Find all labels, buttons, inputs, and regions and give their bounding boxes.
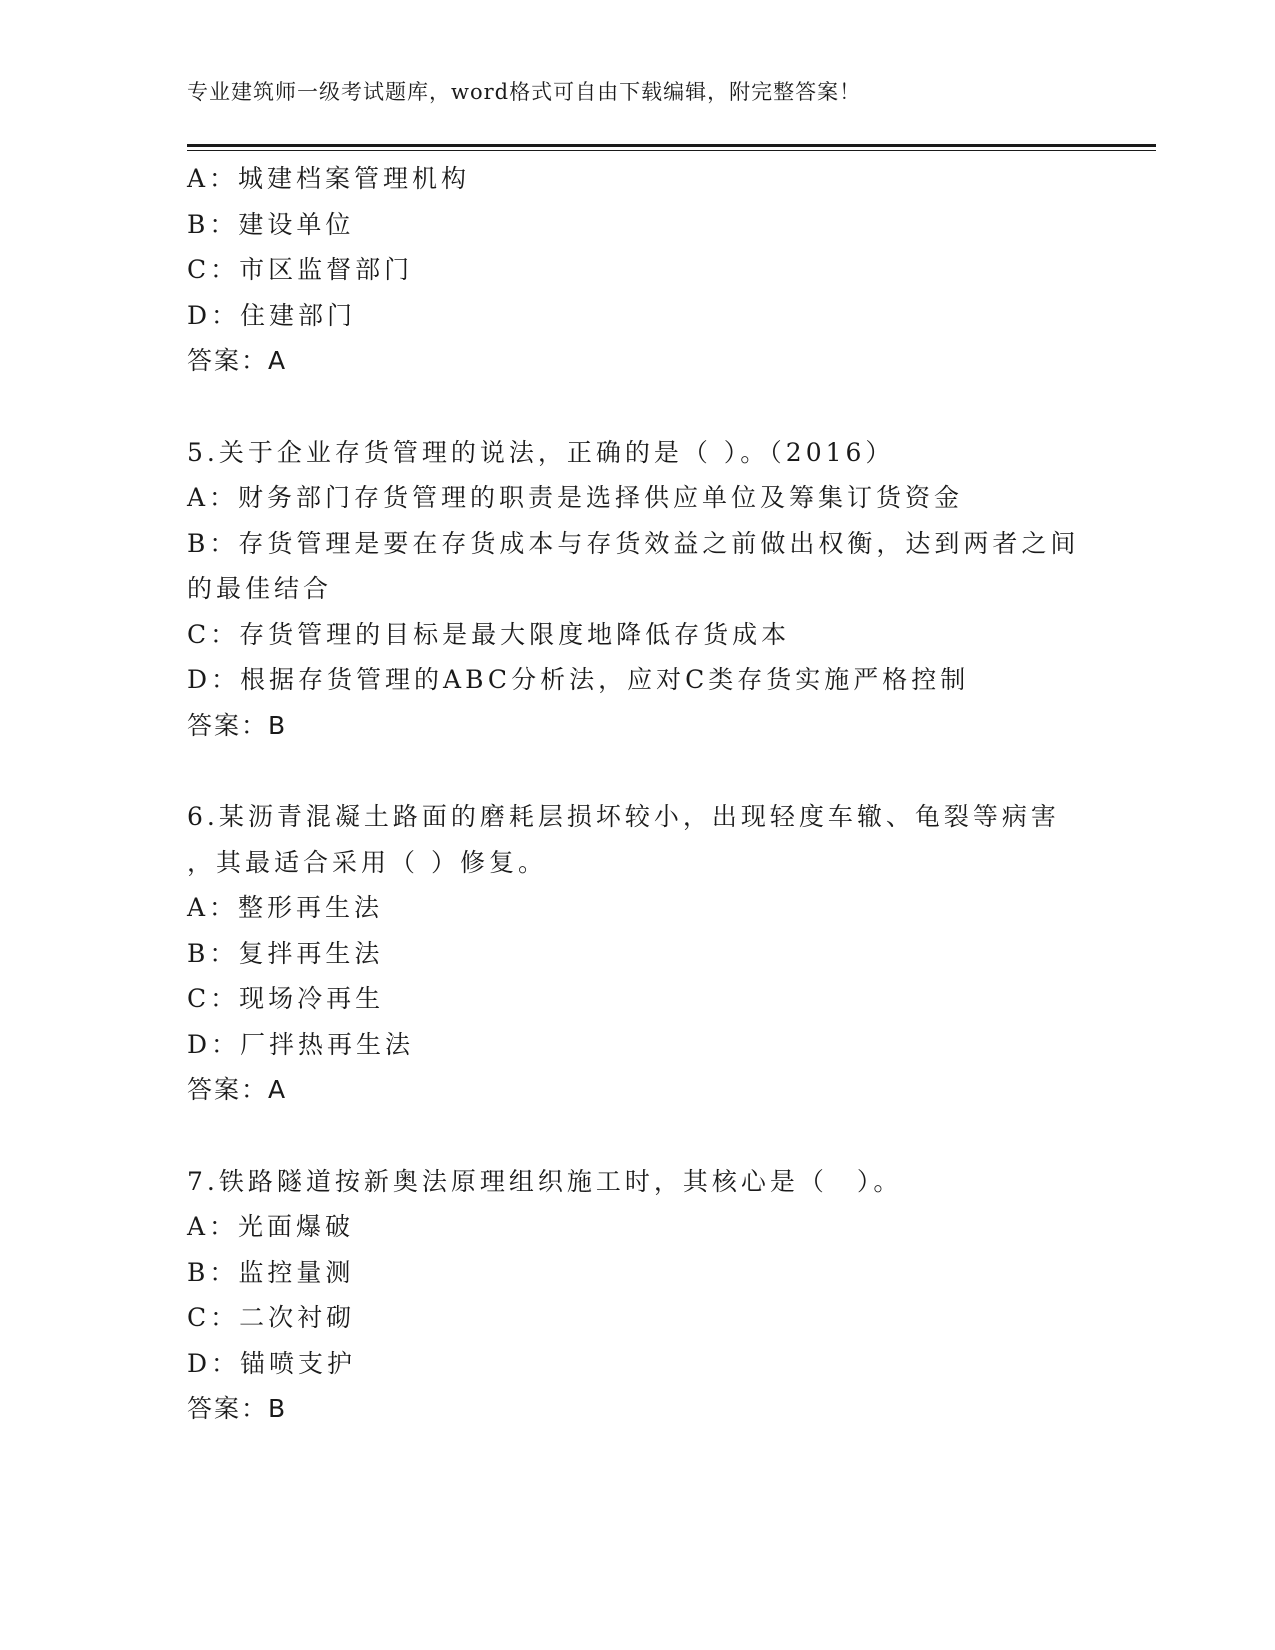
answer-line: 答案：A: [187, 1075, 288, 1104]
question-stem: 5.关于企业存货管理的说法，正确的是（ ）。（2016）: [187, 437, 895, 467]
question-block-7: [187, 1159, 1087, 1432]
option-a: A：城建档案管理机构: [187, 164, 471, 193]
option-d: D：根据存货管理的ABC分析法，应对C类存货实施严格控制: [187, 665, 970, 694]
question-block-prev: [187, 156, 1087, 384]
option-d: D：住建部门: [187, 300, 357, 330]
option-c: C：市区监督部门: [187, 255, 414, 284]
answer-line: 答案：A: [187, 346, 288, 375]
option-a: A：财务部门存货管理的职责是选择供应单位及筹集订货资金: [187, 483, 964, 512]
question-stem: 7.铁路隧道按新奥法原理组织施工时，其核心是（ ）。: [187, 1166, 903, 1196]
option-b: B：监控量测: [187, 1257, 355, 1287]
option-a: A：整形再生法: [187, 893, 384, 922]
option-d: D：厂拌热再生法: [187, 1029, 415, 1059]
page-header: 专业建筑师一级考试题库，word格式可自由下载编辑，附完整答案！: [187, 80, 862, 104]
question-block-5: [187, 430, 1087, 749]
answer-line: 答案：B: [187, 710, 288, 740]
question-list: [187, 156, 1087, 1432]
header-divider-thin: [187, 150, 1156, 151]
option-c: C：二次衬砌: [187, 1303, 356, 1332]
option-b: B：存货管理是要在存货成本与存货效益之前做出权衡，达到两者之间: [187, 528, 1080, 558]
question-stem: 6.某沥青混凝土路面的磨耗层损坏较小，出现轻度车辙、龟裂等病害: [187, 802, 1060, 831]
header-divider-thick: [187, 144, 1156, 147]
answer-line: 答案：B: [187, 1394, 288, 1423]
option-a: A：光面爆破: [187, 1212, 355, 1241]
option-c: C：现场冷再生: [187, 984, 385, 1013]
question-block-6: [187, 794, 1087, 1113]
option-b: B：复拌再生法: [187, 938, 384, 968]
option-d: D：锚喷支护: [187, 1348, 357, 1378]
option-c: C：存货管理的目标是最大限度地降低存货成本: [187, 619, 791, 649]
option-b: B：建设单位: [187, 209, 355, 239]
question-stem-continued: ，其最适合采用（ ）修复。: [187, 847, 547, 877]
option-b-continued: 的最佳结合: [187, 574, 333, 603]
